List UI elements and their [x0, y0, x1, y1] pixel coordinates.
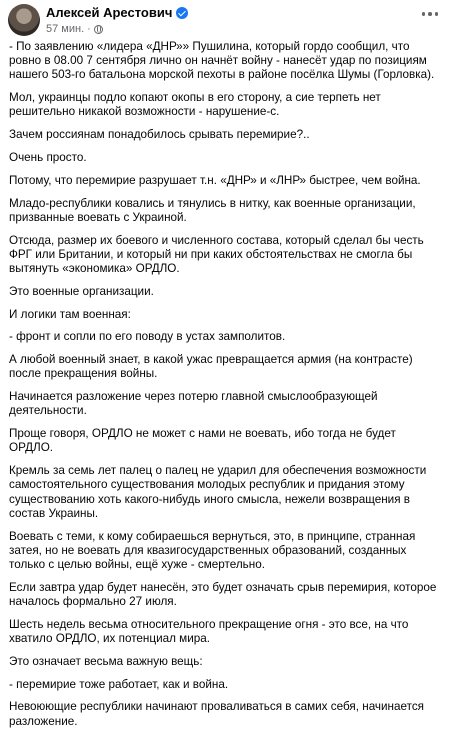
paragraph: Зачем россиянам понадобилось срывать перемирие?.. — [9, 128, 310, 142]
paragraph: Потому, что перемирие разрушает т.н. «ДНР» и «ЛНР» быстрее, чем война. — [9, 173, 421, 187]
paragraph: Проще говоря, ОРДЛО не может с нами не воевать, ибо тогда не будет ОРДЛО. — [9, 427, 396, 455]
paragraph: Невоюющие республики начинают проваливаться в самих себя, начинается разложение. — [9, 700, 425, 728]
paragraph: И логики там военная: — [9, 307, 131, 321]
paragraph: Если завтра удар будет нанесён, это будет означать срыв перемирия, которое началось формально 27 июля. — [9, 580, 437, 608]
paragraph: Очень просто. — [9, 151, 87, 164]
post-header — [0, 0, 450, 40]
paragraph: А любой военный знает, в какой ужас превращается армия (на контрасте) после прекращения войны. — [9, 353, 413, 381]
post-text — [9, 40, 439, 737]
paragraph: - фронт и сопли по его поводу в устах замполитов. — [9, 330, 286, 344]
verified-badge-icon — [176, 7, 188, 19]
meta-separator: · — [87, 23, 91, 35]
paragraph: - По заявлению «лидера «ДНР»» Пушилина, который гордо сообщил, что ровно в 08.00 7 сентября лично он начнёт войну - нанесёт удар по позициям нашего 503-го батальона морской пехоты в районе посёлка Шумы (Горловка). — [9, 40, 435, 82]
paragraph: Кремль за семь лет палец о палец не ударил для обеспечения возможности самостоятельного существования молодых республик и придания этому существованию хоть какого-нибудь иного смысла, нежели возвращения в состав Украины. — [9, 464, 427, 520]
author-avatar[interactable] — [8, 4, 40, 36]
paragraph: Отсюда, размер их боевого и численного состава, который сделал бы честь ФРГ или Британии, и который ни при каких обстоятельствах не смогла бы вытянуть «экономика» ОРДЛО. — [9, 233, 424, 275]
more-options-button[interactable] — [416, 4, 444, 24]
paragraph: Шесть недель весьма относительного прекращение огня - это все, на что хватило ОРДЛО, их потенциал мира. — [9, 617, 409, 645]
author-line — [46, 5, 188, 21]
author-name[interactable]: Алексей Арестович — [46, 5, 173, 20]
paragraph: Мол, украинцы подло копают окопы в его сторону, а сие терпеть нет решительно никакой возможности - нарушение-с. — [9, 91, 381, 119]
post-meta — [46, 22, 103, 36]
globe-icon — [94, 25, 103, 34]
more-options-icon — [422, 12, 426, 16]
paragraph: Начинается разложение через потерю главной смыслообразующей деятельности. — [9, 390, 378, 418]
paragraph: - перемирие тоже работает, как и война. — [9, 677, 229, 691]
paragraph: Это военные организации. — [9, 284, 154, 298]
post-time[interactable]: 57 мин. — [46, 23, 85, 35]
paragraph: Воевать с теми, к кому собираешься вернуться, это, в принципе, странная затея, но не воевать для квазигосударственных образований, созданных только с целью войны, ещё хуже - смертельно. — [9, 529, 416, 571]
paragraph: Младо-республики ковались и тянулись в нитку, как военные организации, призванные воевать с Украиной. — [9, 196, 416, 224]
paragraph: Это означает весьма важную вещь: — [9, 654, 203, 668]
